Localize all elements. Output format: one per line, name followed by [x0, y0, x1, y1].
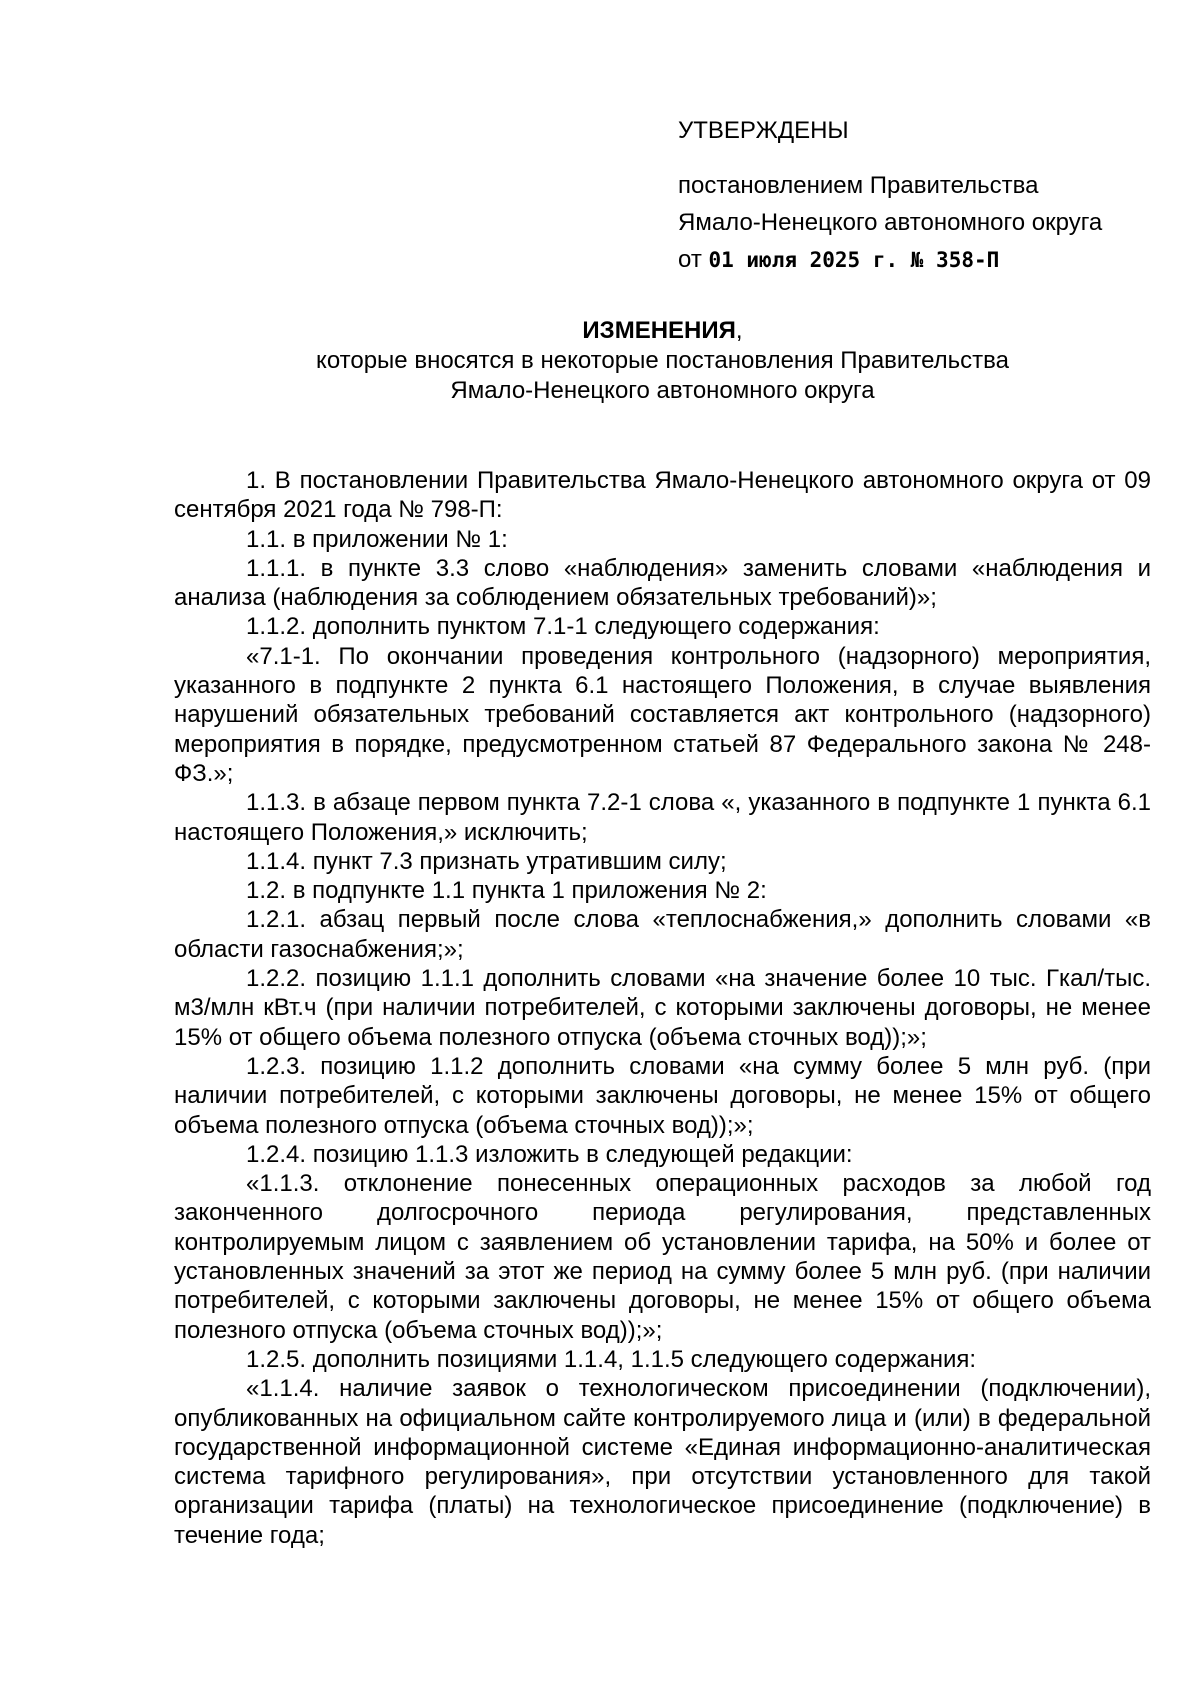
paragraph-1-1: 1.1. в приложении № 1:	[246, 525, 508, 553]
paragraph-quote-1-1-3: «1.1.3. отклонение понесенных операционных расходов за любой год законченного долгосрочного периода регулирования, представленных контролируемым лицом с заявлением об установлении тарифа, на 50% и более от установленных значений за этот же период на сумму более 5 млн руб. (при наличии потребителей, с которыми заключены договоры, не менее 15% от общего объема полезного отпуска (объема сточных вод));»;	[174, 1170, 1151, 1344]
approval-block	[678, 112, 1178, 279]
paragraph-1-2-5: 1.2.5. дополнить позициями 1.1.4, 1.1.5 следующего содержания:	[246, 1345, 977, 1373]
paragraph-1-1-3: 1.1.3. в абзаце первом пункта 7.2-1 слова «, указанного в подпункте 1 пункта 6.1 настоящего Положения,» исключить;	[174, 789, 1151, 846]
paragraph-1-2: 1.2. в подпункте 1.1 пункта 1 приложения № 2:	[246, 877, 767, 905]
paragraph-1-1-4: 1.1.4. пункт 7.3 признать утратившим силу;	[246, 847, 727, 875]
document-title	[174, 316, 1151, 406]
title-subtitle-1: которые вносятся в некоторые постановления Правительства	[316, 347, 1009, 374]
approval-date-prefix: от	[678, 246, 702, 273]
paragraph-1-2-1: 1.2.1. абзац первый после слова «теплоснабжения,» дополнить словами «в области газоснабжения;»;	[174, 906, 1151, 963]
document-body	[174, 466, 1151, 1550]
paragraph-1-1-2: 1.1.2. дополнить пунктом 7.1-1 следующего содержания:	[246, 613, 880, 641]
paragraph-quote-7-1-1: «7.1-1. По окончании проведения контрольного (надзорного) мероприятия, указанного в подпункте 2 пункта 6.1 настоящего Положения, в случае выявления нарушений обязательных требований составляется акт контрольного (надзорного) мероприятия в порядке, предусмотренном статьей 87 Федерального закона № 248-ФЗ.»;	[174, 642, 1151, 787]
approved-label: УТВЕРЖДЕНЫ	[678, 117, 849, 144]
approval-date-value: 01 июля 2025 г. № 358-П	[708, 248, 1000, 272]
approval-date-line	[678, 241, 1178, 279]
paragraph-1: 1. В постановлении Правительства Ямало-Ненецкого автономного округа от 09 сентября 2021 года № 798-П:	[174, 467, 1151, 524]
paragraph-1-2-2: 1.2.2. позицию 1.1.1 дополнить словами «на значение более 10 тыс. Гкал/тыс. м3/млн кВт.ч (при наличии потребителей, с которыми заключены договоры, не менее 15% от общего объема полезного отпуска (объема сточных вод));»;	[174, 965, 1151, 1051]
paragraph-1-2-3: 1.2.3. позицию 1.1.2 дополнить словами «на сумму более 5 млн руб. (при наличии потребителей, с которыми заключены договоры, не менее 15% от общего объема полезного отпуска (объема сточных вод));»;	[174, 1052, 1151, 1139]
paragraph-1-2-4: 1.2.4. позицию 1.1.3 изложить в следующей редакции:	[246, 1140, 853, 1168]
title-heading-line	[174, 316, 1151, 346]
title-subtitle-2: Ямало-Ненецкого автономного округа	[450, 377, 875, 404]
approval-line-2: Ямало-Ненецкого автономного округа	[678, 209, 1103, 236]
paragraph-quote-1-1-4: «1.1.4. наличие заявок о технологическом присоединении (подключении), опубликованных на официальном сайте контролируемого лица и (или) в федеральной государственной информационной системе «Единая информационно-аналитическая система тарифного регулирования», при отсутствии установленного для такой организации тарифа (платы) на технологическое присоединение (подключение) в течение года;	[174, 1375, 1151, 1549]
title-heading-suffix: ,	[735, 317, 743, 344]
approval-line-1: постановлением Правительства	[678, 172, 1039, 199]
paragraph-1-1-1: 1.1.1. в пункте 3.3 слово «наблюдения» заменить словами «наблюдения и анализа (наблюдения за соблюдением обязательных требований)»;	[174, 554, 1151, 612]
title-heading: ИЗМЕНЕНИЯ	[582, 317, 736, 344]
